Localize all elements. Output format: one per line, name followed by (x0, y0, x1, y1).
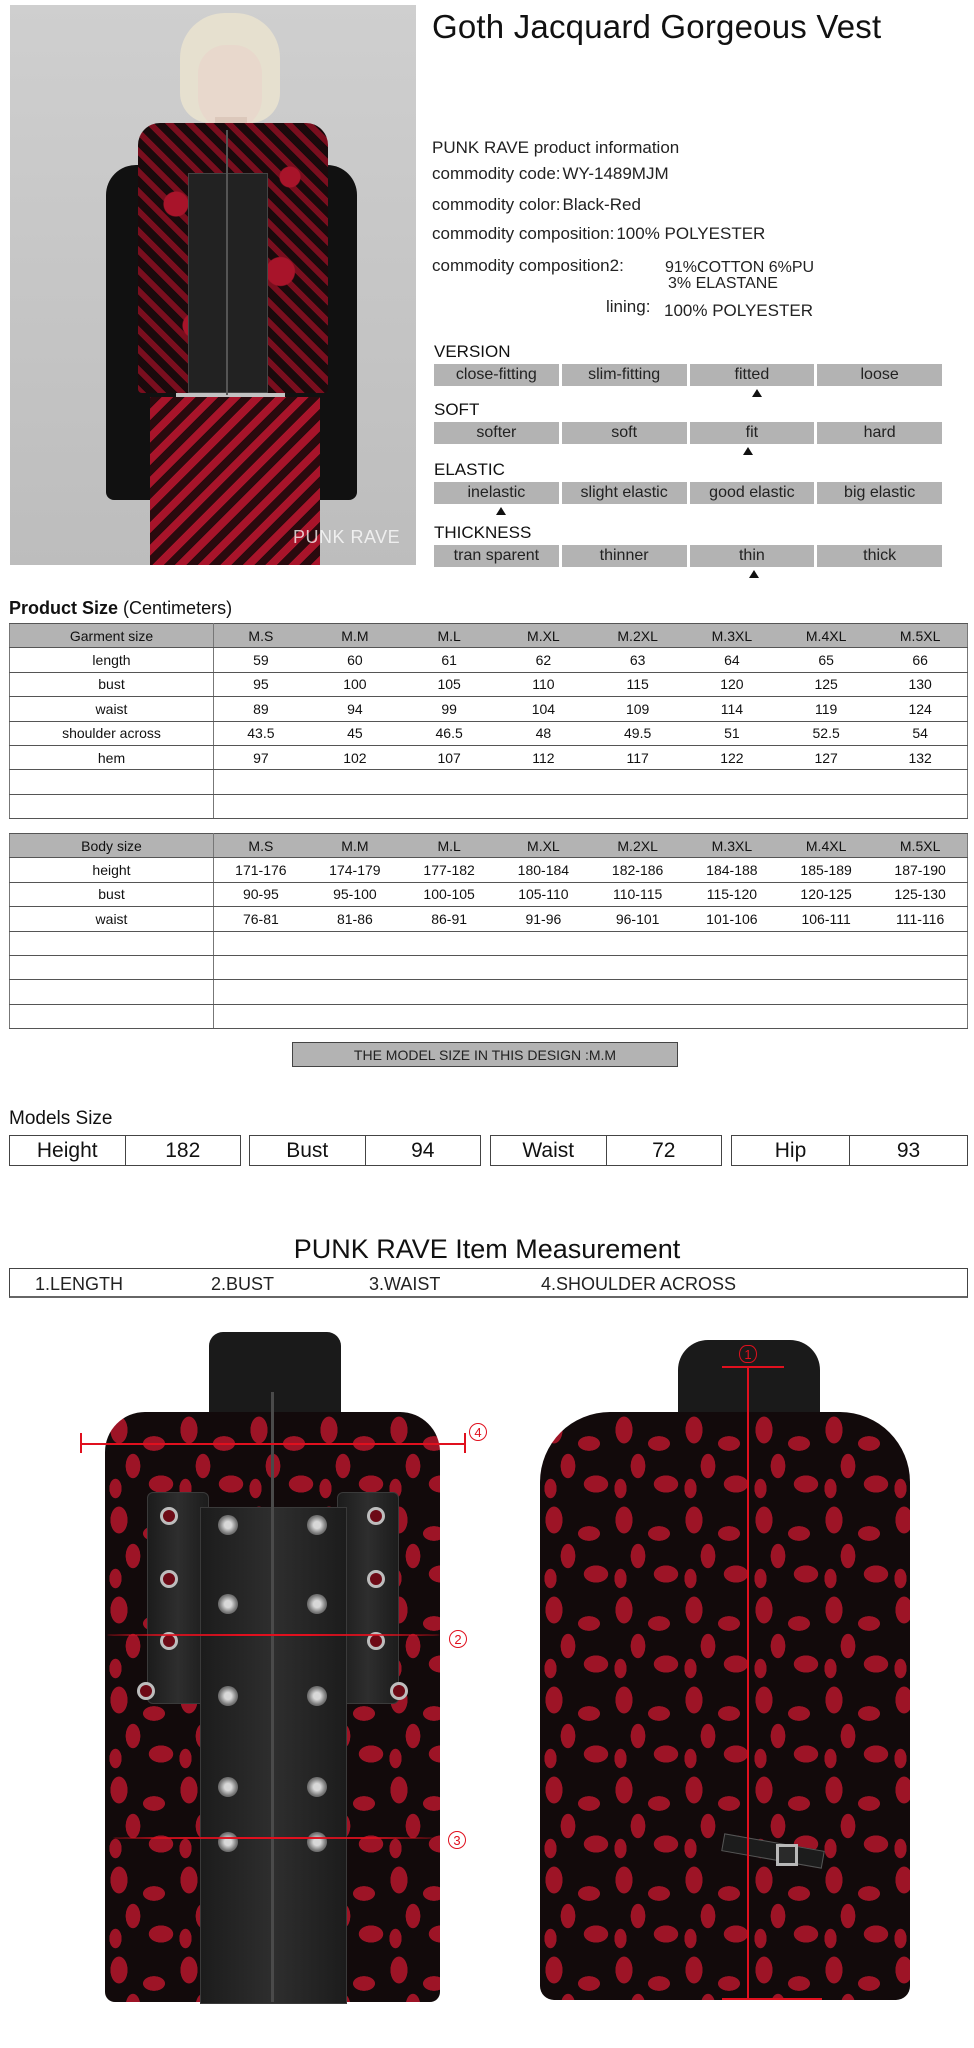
table-row (10, 697, 968, 721)
grommet (160, 1570, 178, 1588)
info-label: commodity composition2: (432, 256, 624, 275)
info-label: commodity composition: (432, 224, 615, 243)
product-size-heading: Product Size (9, 598, 119, 618)
grommet (390, 1682, 408, 1700)
info-label: commodity code: (432, 164, 561, 183)
shoulder-measure-tick (464, 1433, 466, 1453)
model-size-note: THE MODEL SIZE IN THIS DESIGN :M.M (292, 1042, 678, 1067)
marker-4-icon: 4 (469, 1423, 487, 1441)
table-cell: 184-188 (685, 858, 779, 882)
table-cell: 105 (402, 672, 496, 696)
row-label: bust (10, 882, 214, 906)
table-cell: 100 (308, 672, 402, 696)
table-cell: 52.5 (779, 721, 873, 745)
attr-option-selected: thin (690, 545, 815, 567)
table-cell: 110-115 (591, 882, 685, 906)
table-cell: 104 (496, 697, 590, 721)
header-cell: M.XL (496, 624, 590, 648)
info-value: Black-Red (562, 195, 641, 214)
info-value: WY-1489MJM (562, 164, 669, 183)
info-lining-label: lining: (606, 297, 651, 316)
attr-version-scale (434, 364, 942, 386)
row-label: waist (10, 697, 214, 721)
table-cell: 110 (496, 672, 590, 696)
selected-indicator-icon (743, 447, 753, 455)
attr-option: good elastic (690, 482, 815, 504)
body-size-table (9, 833, 968, 1029)
info-composition2-values (665, 260, 814, 292)
table-row (10, 648, 968, 672)
table-cell: 115-120 (685, 882, 779, 906)
table-cell: 102 (308, 745, 402, 769)
table-cell: 106-111 (779, 907, 873, 931)
table-cell: 95-100 (308, 882, 402, 906)
table-cell: 60 (308, 648, 402, 672)
stud (218, 1777, 238, 1797)
table-row (10, 745, 968, 769)
stud (218, 1594, 238, 1614)
header-cell: M.S (214, 834, 308, 858)
table-row (10, 882, 968, 906)
vest-back-image (540, 1332, 910, 2002)
empty-row (10, 1004, 968, 1028)
selected-indicator-icon (749, 570, 759, 578)
info-value: 91%COTTON 6%PU (665, 259, 815, 276)
table-cell: 101-106 (685, 907, 779, 931)
attr-option-selected: fitted (690, 364, 815, 386)
table-cell: 105-110 (496, 882, 590, 906)
model-stat-value: 94 (365, 1136, 481, 1165)
model-height-box (9, 1135, 241, 1166)
attr-soft-label: SOFT (434, 400, 480, 419)
table-cell: 81-86 (308, 907, 402, 931)
table-cell: 86-91 (402, 907, 496, 931)
shoulder-measure-line (80, 1443, 465, 1445)
leather-placket (188, 173, 268, 393)
table-header-row (10, 624, 968, 648)
info-commodity-color (432, 195, 641, 215)
table-cell: 125 (779, 672, 873, 696)
table-cell: 120 (685, 672, 779, 696)
length-measure-line (747, 1366, 749, 2000)
table-cell: 185-189 (779, 858, 873, 882)
table-cell: 187-190 (873, 858, 967, 882)
stud (218, 1832, 238, 1852)
info-lining-value: 100% POLYESTER (664, 301, 813, 320)
marker-1-icon: 1 (739, 1345, 757, 1363)
selected-indicator-icon (496, 507, 506, 515)
models-size-title: Models Size (9, 1108, 113, 1129)
table-cell: 45 (308, 721, 402, 745)
stud (307, 1832, 327, 1852)
front-zipper (271, 1392, 274, 2002)
table-cell: 100-105 (402, 882, 496, 906)
photo-watermark: PUNK RAVE (293, 527, 401, 547)
empty-row (10, 770, 968, 794)
table-row (10, 907, 968, 931)
header-cell: M.5XL (873, 624, 967, 648)
header-cell: M.L (402, 624, 496, 648)
table-cell: 97 (214, 745, 308, 769)
model-stat-value: 93 (849, 1136, 967, 1165)
legend-waist: 3.WAIST (369, 1274, 441, 1294)
attr-option: slim-fitting (562, 364, 687, 386)
info-commodity-code (432, 164, 669, 184)
table-cell: 182-186 (591, 858, 685, 882)
attr-thickness-scale (434, 545, 942, 567)
model-stat-value: 182 (125, 1136, 241, 1165)
header-cell: M.M (308, 624, 402, 648)
garment-size-table (9, 623, 968, 819)
attr-version-label: VERSION (434, 342, 511, 361)
empty-row (10, 980, 968, 1004)
attr-soft-scale (434, 422, 942, 444)
table-cell: 59 (214, 648, 308, 672)
model-stat-label: Waist (522, 1139, 575, 1162)
table-cell: 49.5 (591, 721, 685, 745)
attr-option: tran sparent (434, 545, 559, 567)
stud (218, 1515, 238, 1535)
buckle-icon (776, 1844, 798, 1866)
header-cell: M.M (308, 834, 402, 858)
table-cell: 177-182 (402, 858, 496, 882)
table-row (10, 858, 968, 882)
selected-indicator-icon (752, 389, 762, 397)
header-cell: M.S (214, 624, 308, 648)
info-heading: PUNK RAVE product information (432, 138, 680, 157)
table-cell: 114 (685, 697, 779, 721)
grommet (367, 1507, 385, 1525)
row-label: bust (10, 672, 214, 696)
model-bust-box (249, 1135, 481, 1166)
table-cell: 65 (779, 648, 873, 672)
table-cell: 127 (779, 745, 873, 769)
grommet (367, 1570, 385, 1588)
info-value-line2: 3% ELASTANE (668, 275, 778, 292)
table-cell: 112 (496, 745, 590, 769)
attr-option: loose (817, 364, 942, 386)
info-composition2 (432, 256, 624, 276)
stud (307, 1594, 327, 1614)
table-cell: 62 (496, 648, 590, 672)
model-waist-box (490, 1135, 722, 1166)
table-cell: 130 (873, 672, 967, 696)
table-cell: 66 (873, 648, 967, 672)
table-cell: 96-101 (591, 907, 685, 931)
table-cell: 132 (873, 745, 967, 769)
table-cell: 43.5 (214, 721, 308, 745)
row-label: hem (10, 745, 214, 769)
table-cell: 46.5 (402, 721, 496, 745)
info-label: commodity color: (432, 195, 561, 214)
measurement-title: PUNK RAVE Item Measurement (293, 1234, 681, 1264)
table-cell: 125-130 (873, 882, 967, 906)
table-cell: 174-179 (308, 858, 402, 882)
attr-option-selected: fit (690, 422, 815, 444)
grommet (160, 1507, 178, 1525)
model-stat-label: Height (36, 1139, 98, 1162)
attr-elastic-label: ELASTIC (434, 460, 505, 479)
info-value: 100% POLYESTER (616, 224, 766, 243)
table-cell: 94 (308, 697, 402, 721)
table-cell: 63 (591, 648, 685, 672)
info-composition (432, 224, 765, 244)
product-size-title (9, 598, 232, 619)
table-cell: 120-125 (779, 882, 873, 906)
legend-bust: 2.BUST (211, 1274, 275, 1294)
attr-option: hard (817, 422, 942, 444)
front-zipper (226, 130, 228, 395)
table-cell: 89 (214, 697, 308, 721)
model-stat-label: Hip (774, 1139, 807, 1162)
empty-row (10, 955, 968, 979)
table-cell: 95 (214, 672, 308, 696)
row-label: shoulder across (10, 721, 214, 745)
table-cell: 48 (496, 721, 590, 745)
header-cell: M.3XL (685, 624, 779, 648)
empty-row (10, 931, 968, 955)
table-cell: 90-95 (214, 882, 308, 906)
table-cell: 124 (873, 697, 967, 721)
marker-2-icon: 2 (449, 1630, 467, 1648)
table-cell: 122 (685, 745, 779, 769)
attr-option: slight elastic (562, 482, 687, 504)
attr-thickness-label: THICKNESS (434, 523, 532, 542)
table-row (10, 721, 968, 745)
model-hip-box (731, 1135, 968, 1166)
marker-3-icon: 3 (448, 1831, 466, 1849)
table-cell: 171-176 (214, 858, 308, 882)
header-cell: M.2XL (591, 624, 685, 648)
header-cell: M.3XL (685, 834, 779, 858)
header-cell: M.L (402, 834, 496, 858)
table-cell: 117 (591, 745, 685, 769)
header-cell: M.4XL (779, 834, 873, 858)
shoulder-measure-tick (80, 1433, 82, 1453)
legend-shoulder: 4.SHOULDER ACROSS (541, 1274, 737, 1294)
header-cell: Body size (10, 834, 214, 858)
attr-elastic-scale (434, 482, 942, 504)
grommet (137, 1682, 155, 1700)
product-size-unit: (Centimeters) (123, 598, 233, 618)
table-row (10, 672, 968, 696)
table-cell: 51 (685, 721, 779, 745)
header-cell: Garment size (10, 624, 214, 648)
stud (307, 1686, 327, 1706)
legend-length: 1.LENGTH (35, 1274, 124, 1294)
attr-option: big elastic (817, 482, 942, 504)
stud (218, 1686, 238, 1706)
header-cell: M.XL (496, 834, 590, 858)
attr-option: thick (817, 545, 942, 567)
table-cell: 54 (873, 721, 967, 745)
attr-option: softer (434, 422, 559, 444)
measurement-legend (9, 1268, 968, 1298)
attr-option: close-fitting (434, 364, 559, 386)
header-cell: M.2XL (591, 834, 685, 858)
bust-measure-line (107, 1634, 440, 1636)
header-cell: M.4XL (779, 624, 873, 648)
table-cell: 64 (685, 648, 779, 672)
table-cell: 61 (402, 648, 496, 672)
table-cell: 99 (402, 697, 496, 721)
model-stat-value: 72 (606, 1136, 722, 1165)
attr-option: soft (562, 422, 687, 444)
product-photo-model (10, 5, 416, 565)
length-measure-bottom-tick (722, 1998, 822, 2000)
table-cell: 91-96 (496, 907, 590, 931)
attr-option-selected: inelastic (434, 482, 559, 504)
table-cell: 76-81 (214, 907, 308, 931)
table-cell: 119 (779, 697, 873, 721)
table-cell: 109 (591, 697, 685, 721)
stud (307, 1515, 327, 1535)
stud (307, 1777, 327, 1797)
table-cell: 111-116 (873, 907, 967, 931)
header-cell: M.5XL (873, 834, 967, 858)
back-body (540, 1412, 910, 2000)
table-header-row (10, 834, 968, 858)
length-measure-top-tick (722, 1366, 784, 1368)
model-stat-label: Bust (286, 1139, 329, 1162)
table-cell: 107 (402, 745, 496, 769)
table-cell: 115 (591, 672, 685, 696)
row-label: height (10, 858, 214, 882)
row-label: length (10, 648, 214, 672)
waist-measure-line (113, 1837, 433, 1839)
empty-row (10, 794, 968, 818)
attr-option: thinner (562, 545, 687, 567)
product-title: Goth Jacquard Gorgeous Vest (432, 8, 882, 45)
table-cell: 180-184 (496, 858, 590, 882)
row-label: waist (10, 907, 214, 931)
vest-front-image (105, 1332, 440, 2002)
